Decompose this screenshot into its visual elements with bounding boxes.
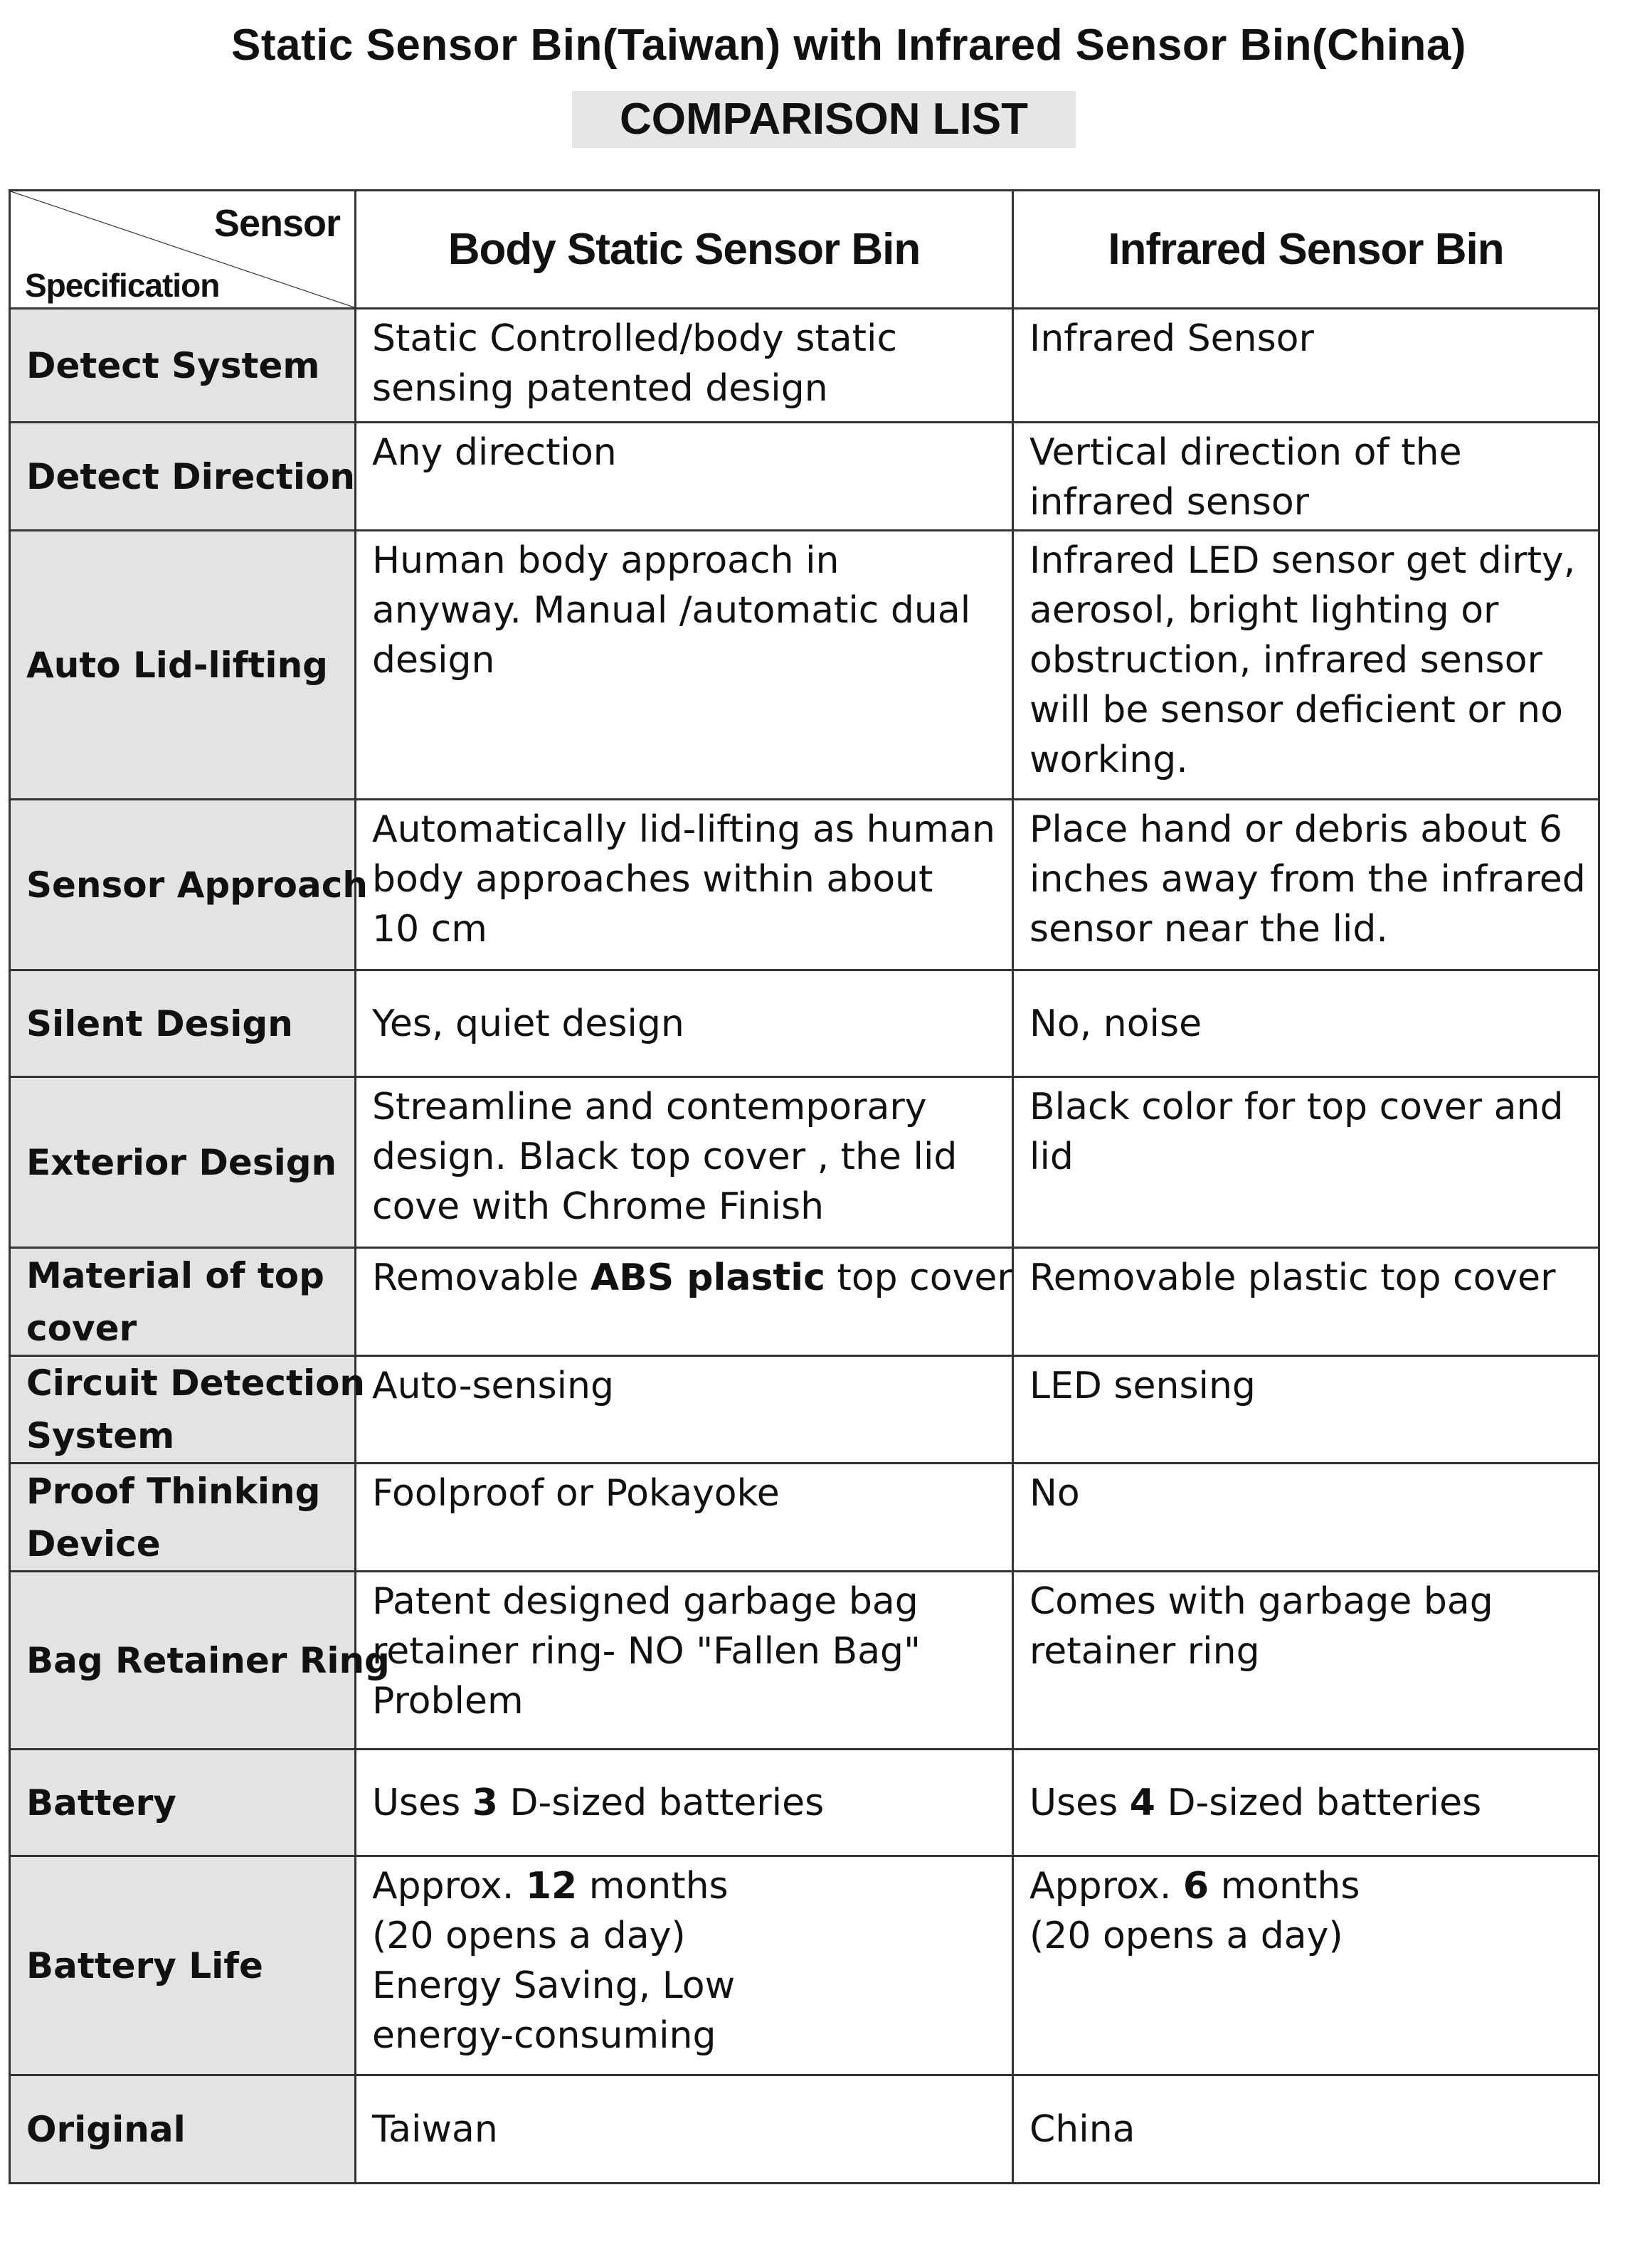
cell-text-line [1029, 1861, 1585, 1911]
cell-text-line: Infrared Sensor [1029, 317, 1314, 360]
spec-label-cell [10, 800, 368, 970]
cell-text-line: working. [1029, 739, 1188, 781]
cell-text-line: obstruction, infrared sensor [1029, 639, 1542, 682]
cell-text-line: inches away from the infrared [1029, 858, 1586, 901]
emphasis-text: ABS plastic [590, 1256, 825, 1299]
cell-text-line: cove with Chrome Finish [372, 1185, 825, 1228]
header-row [10, 191, 1599, 309]
table-row [10, 1856, 1599, 2075]
static-sensor-value-cell [356, 1077, 1013, 1248]
infrared-sensor-value-cell [1013, 309, 1599, 423]
cell-text: Removable [372, 1256, 591, 1299]
cell-text-line: anyway. Manual /automatic dual [372, 589, 971, 632]
static-sensor-value-cell [356, 2075, 1013, 2184]
table-row [10, 1464, 1599, 1572]
comparison-table [9, 189, 1600, 2184]
cell-text-line: Auto-sensing [372, 1365, 615, 1407]
spec-label-cell [10, 1464, 356, 1572]
cell-text: Uses [372, 1781, 472, 1824]
static-sensor-value-cell [356, 1356, 1013, 1464]
cell-text-line: energy-consuming [372, 2014, 716, 2057]
cell-text-line: retainer ring [1029, 1630, 1260, 1673]
spec-label: Silent Design [26, 1002, 293, 1044]
cell-text-line: infrared sensor [1029, 481, 1310, 524]
cell-text-line: Black color for top cover and [1029, 1086, 1564, 1128]
cell-text-line: Infrared LED sensor get dirty, [1029, 539, 1576, 582]
spec-label: Proof Thinking [26, 1470, 321, 1512]
spec-label-cell [10, 531, 356, 800]
spec-label-cell [10, 423, 356, 531]
cell-text-line: design [372, 639, 495, 682]
infrared-sensor-value-cell [1013, 800, 1599, 970]
cell-text-line: (20 opens a day) [1029, 1915, 1343, 1957]
spec-label-cell [10, 2075, 356, 2184]
cell-text-line: aerosol, bright lighting or [1029, 589, 1499, 632]
spec-label: Auto Lid-lifting [26, 644, 328, 686]
cell-text-line: retainer ring- NO "Fallen Bag" [372, 1630, 921, 1673]
infrared-sensor-value-cell [1013, 1356, 1599, 1464]
table-body [10, 309, 1599, 2184]
spec-label-cell [10, 970, 356, 1077]
cell-text-line [1029, 1778, 1585, 1828]
spec-label-cell [10, 1572, 390, 1750]
infrared-sensor-value-cell [1013, 531, 1599, 800]
infrared-sensor-value-cell [1013, 1572, 1599, 1750]
cell-text-line: LED sensing [1029, 1365, 1256, 1407]
cell-text-line: China [1029, 2107, 1135, 2151]
infrared-sensor-value-cell [1013, 1464, 1599, 1572]
spec-label: Exterior Design [26, 1141, 337, 1183]
cell-text: months [1209, 1865, 1360, 1907]
page-subtitle: COMPARISON LIST [572, 91, 1076, 148]
cell-text-line: (20 opens a day) [372, 1915, 686, 1957]
cell-text-line: sensing patented design [372, 367, 828, 410]
static-sensor-value-cell [356, 1248, 1013, 1356]
cell-text-line: Patent designed garbage bag [372, 1580, 918, 1623]
spec-label-cell [10, 309, 356, 423]
static-sensor-value-cell [356, 1750, 1013, 1856]
spec-label-cell [10, 1856, 356, 2075]
static-sensor-value-cell [356, 1464, 1013, 1572]
spec-label-cell [10, 1750, 356, 1856]
spec-label-cell [10, 1248, 356, 1356]
corner-sensor-label: Sensor [213, 202, 340, 245]
static-sensor-value-cell [356, 1572, 1013, 1750]
cell-text-line [372, 1253, 1012, 1303]
corner-specification-label: Specification [25, 267, 220, 304]
cell-text-line: Yes, quiet design [372, 1002, 684, 1045]
cell-text-line: No [1029, 1472, 1080, 1515]
cell-text-line: Place hand or debris about 6 [1029, 808, 1562, 851]
static-sensor-value-cell [356, 531, 1013, 800]
infrared-sensor-value-cell [1013, 1856, 1599, 2075]
cell-text-line: Automatically lid-lifting as human [372, 808, 995, 851]
spec-label: Circuit Detection [26, 1362, 366, 1404]
infrared-sensor-value-cell [1013, 1248, 1599, 1356]
cell-text-line: Removable plastic top cover [1029, 1256, 1556, 1299]
cell-text: months [577, 1865, 729, 1907]
cell-text-line: No, noise [1029, 1002, 1202, 1045]
column-header-static-sensor-bin: Body Static Sensor Bin [356, 191, 1013, 309]
spec-label: cover [26, 1307, 137, 1349]
spec-label: Battery Life [26, 1944, 263, 1986]
table-row [10, 1572, 1599, 1750]
cell-text-line: Static Controlled/body static [372, 317, 898, 360]
table-row [10, 970, 1599, 1077]
cell-text-line: Human body approach in [372, 539, 840, 582]
infrared-sensor-value-cell [1013, 423, 1599, 531]
table-row [10, 800, 1599, 970]
cell-text: Uses [1029, 1781, 1130, 1824]
corner-header-cell [10, 191, 356, 309]
cell-text-line: Taiwan [372, 2107, 498, 2151]
cell-text-line: design. Black top cover , the lid [372, 1136, 958, 1178]
spec-label: Device [26, 1523, 161, 1565]
table-row [10, 1356, 1599, 1464]
cell-text-line: 10 cm [372, 908, 487, 951]
cell-text-line [372, 1861, 999, 1911]
cell-text: top cover [825, 1256, 1012, 1299]
cell-text-line: Any direction [372, 431, 617, 474]
infrared-sensor-value-cell [1013, 2075, 1599, 2184]
table-row [10, 309, 1599, 423]
cell-text: D-sized batteries [497, 1781, 825, 1824]
cell-text: Approx. [372, 1865, 526, 1907]
emphasis-text: 3 [472, 1781, 498, 1824]
spec-label-cell [10, 1356, 366, 1464]
cell-text-line [372, 1778, 999, 1828]
static-sensor-value-cell [356, 800, 1013, 970]
cell-text-line: Energy Saving, Low [372, 1964, 736, 2007]
column-header-infrared-sensor-bin: Infrared Sensor Bin [1013, 191, 1599, 309]
cell-text-line: sensor near the lid. [1029, 908, 1388, 951]
table-row [10, 531, 1599, 800]
cell-text-line: Vertical direction of the [1029, 431, 1462, 474]
cell-text-line: Foolproof or Pokayoke [372, 1472, 780, 1515]
spec-label: Sensor Approach [26, 864, 368, 906]
spec-label: Detect Direction [26, 455, 356, 497]
emphasis-text: 12 [525, 1865, 578, 1907]
cell-text-line: lid [1029, 1136, 1074, 1178]
static-sensor-value-cell [356, 970, 1013, 1077]
cell-text-line: Streamline and contemporary [372, 1086, 927, 1128]
table-row [10, 423, 1599, 531]
emphasis-text: 6 [1182, 1865, 1209, 1907]
infrared-sensor-value-cell [1013, 1750, 1599, 1856]
cell-text-line: body approaches within about [372, 858, 933, 901]
cell-text: D-sized batteries [1155, 1781, 1482, 1824]
static-sensor-value-cell [356, 1856, 1013, 2075]
spec-label-cell [10, 1077, 356, 1248]
infrared-sensor-value-cell [1013, 970, 1599, 1077]
table-row [10, 2075, 1599, 2184]
table-row [10, 1750, 1599, 1856]
spec-label: Battery [26, 1782, 176, 1824]
static-sensor-value-cell [356, 309, 1013, 423]
cell-text-line: Comes with garbage bag [1029, 1580, 1493, 1623]
infrared-sensor-value-cell [1013, 1077, 1599, 1248]
cell-text: Approx. [1029, 1865, 1183, 1907]
spec-label: Original [26, 2108, 186, 2150]
spec-label: Bag Retainer Ring [26, 1639, 390, 1681]
cell-text-line: Problem [372, 1680, 524, 1723]
static-sensor-value-cell [356, 423, 1013, 531]
spec-label: System [26, 1415, 175, 1456]
spec-label: Detect System [26, 344, 320, 386]
page-title: Static Sensor Bin(Taiwan) with Infrared Sensor Bin(China) [231, 21, 1466, 70]
spec-label: Material of top [26, 1254, 324, 1296]
cell-text-line: will be sensor deficient or no [1029, 689, 1563, 731]
table-row [10, 1248, 1599, 1356]
table-row [10, 1077, 1599, 1248]
emphasis-text: 4 [1129, 1781, 1155, 1824]
